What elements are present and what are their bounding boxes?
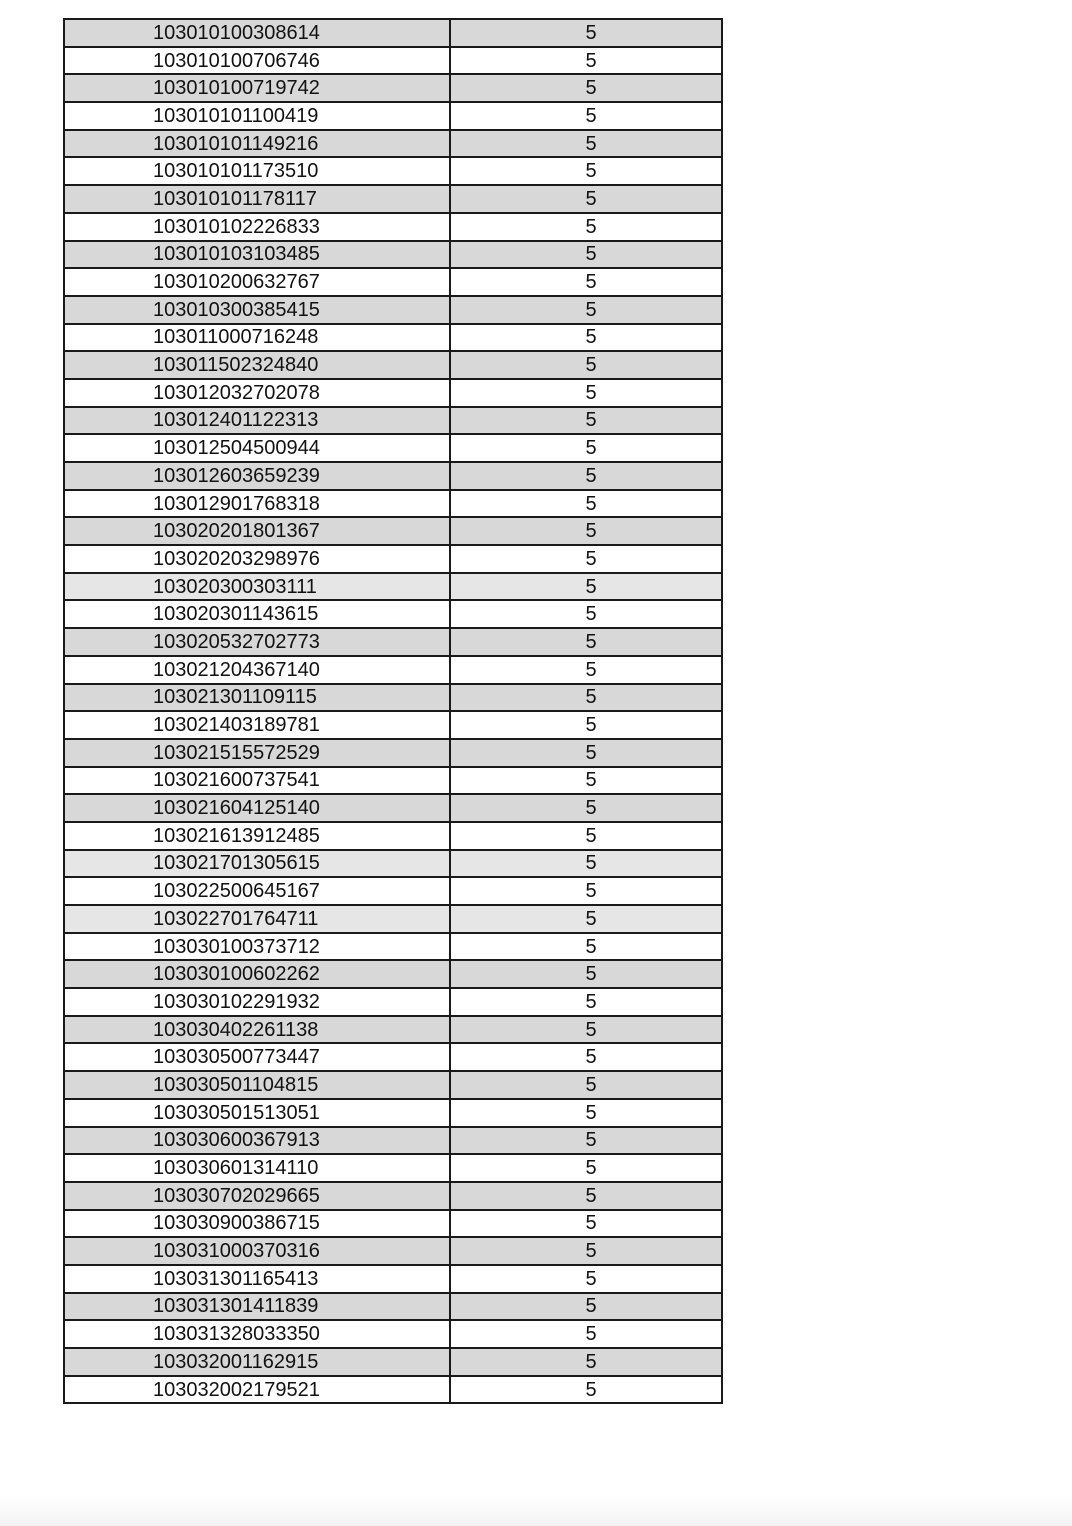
row-value-cell: 5 [450,684,722,712]
table-row [64,130,722,158]
row-id-cell: 103012901768318 [64,490,450,518]
row-id-cell: 103030702029665 [64,1182,450,1210]
row-value-cell: 5 [450,1099,722,1127]
row-id-cell: 103031301165413 [64,1265,450,1293]
table-row [64,628,722,656]
row-id-cell: 103022500645167 [64,877,450,905]
row-id-cell: 103010103103485 [64,241,450,269]
table-row [64,351,722,379]
row-value-cell: 5 [450,351,722,379]
table-row [64,1071,722,1099]
table-row [64,1043,722,1071]
table-row [64,434,722,462]
row-id-cell: 103032002179521 [64,1376,450,1404]
row-id-cell: 103012603659239 [64,462,450,490]
table-row [64,822,722,850]
data-table [63,18,723,1404]
row-value-cell: 5 [450,1320,722,1348]
row-id-cell: 103012401122313 [64,407,450,435]
table-row [64,19,722,47]
row-value-cell: 5 [450,1376,722,1404]
row-value-cell: 5 [450,517,722,545]
table-row [64,711,722,739]
table-row [64,462,722,490]
row-value-cell: 5 [450,1293,722,1321]
table-row [64,241,722,269]
row-id-cell: 103012504500944 [64,434,450,462]
row-value-cell: 5 [450,1016,722,1044]
table-row [64,739,722,767]
table-row [64,213,722,241]
table-row [64,1237,722,1265]
table-row [64,684,722,712]
row-id-cell: 103030100602262 [64,960,450,988]
table-row [64,517,722,545]
row-value-cell: 5 [450,407,722,435]
row-value-cell: 5 [450,1127,722,1155]
row-value-cell: 5 [450,1265,722,1293]
row-value-cell: 5 [450,490,722,518]
table-row [64,573,722,601]
row-id-cell: 103021604125140 [64,794,450,822]
row-id-cell: 103032001162915 [64,1348,450,1376]
row-value-cell: 5 [450,767,722,795]
table-row [64,1265,722,1293]
row-value-cell: 5 [450,434,722,462]
row-value-cell: 5 [450,711,722,739]
row-value-cell: 5 [450,213,722,241]
row-id-cell: 103021204367140 [64,656,450,684]
table-row [64,1376,722,1404]
row-id-cell: 103012032702078 [64,379,450,407]
row-value-cell: 5 [450,296,722,324]
row-value-cell: 5 [450,1071,722,1099]
row-id-cell: 103020532702773 [64,628,450,656]
row-id-cell: 103010102226833 [64,213,450,241]
row-value-cell: 5 [450,130,722,158]
row-id-cell: 103021701305615 [64,850,450,878]
row-id-cell: 103021403189781 [64,711,450,739]
table-row [64,1127,722,1155]
table-row [64,794,722,822]
row-id-cell: 103010101149216 [64,130,450,158]
row-value-cell: 5 [450,1210,722,1238]
table-row [64,296,722,324]
row-id-cell: 103030500773447 [64,1043,450,1071]
row-id-cell: 103030501104815 [64,1071,450,1099]
table-row [64,157,722,185]
table-row [64,905,722,933]
row-id-cell: 103010100308614 [64,19,450,47]
table-row [64,850,722,878]
row-id-cell: 103010101178117 [64,185,450,213]
row-id-cell: 103021515572529 [64,739,450,767]
table-row [64,960,722,988]
row-id-cell: 103030601314110 [64,1154,450,1182]
row-value-cell: 5 [450,1182,722,1210]
row-value-cell: 5 [450,600,722,628]
table-row [64,600,722,628]
table-row [64,545,722,573]
row-value-cell: 5 [450,794,722,822]
row-id-cell: 103021600737541 [64,767,450,795]
row-value-cell: 5 [450,822,722,850]
row-id-cell: 103021613912485 [64,822,450,850]
table-row [64,47,722,75]
row-id-cell: 103030402261138 [64,1016,450,1044]
row-value-cell: 5 [450,1237,722,1265]
row-id-cell: 103010300385415 [64,296,450,324]
table-row [64,268,722,296]
row-value-cell: 5 [450,47,722,75]
row-id-cell: 103020301143615 [64,600,450,628]
row-id-cell: 103030100373712 [64,933,450,961]
row-id-cell: 103020300303111 [64,573,450,601]
row-value-cell: 5 [450,1348,722,1376]
table-row [64,74,722,102]
row-id-cell: 103010200632767 [64,268,450,296]
table-row [64,1182,722,1210]
table-row [64,185,722,213]
row-value-cell: 5 [450,656,722,684]
table-row [64,490,722,518]
row-value-cell: 5 [450,933,722,961]
row-value-cell: 5 [450,739,722,767]
row-id-cell: 103011000716248 [64,324,450,352]
table-row [64,988,722,1016]
table-row [64,1016,722,1044]
row-value-cell: 5 [450,905,722,933]
table-row [64,1210,722,1238]
row-value-cell: 5 [450,102,722,130]
row-id-cell: 103011502324840 [64,351,450,379]
table-row [64,324,722,352]
row-value-cell: 5 [450,324,722,352]
row-value-cell: 5 [450,960,722,988]
row-id-cell: 103010101100419 [64,102,450,130]
row-id-cell: 103020201801367 [64,517,450,545]
row-id-cell: 103010101173510 [64,157,450,185]
row-value-cell: 5 [450,74,722,102]
row-id-cell: 103030501513051 [64,1099,450,1127]
table-row [64,877,722,905]
row-value-cell: 5 [450,545,722,573]
row-value-cell: 5 [450,241,722,269]
row-id-cell: 103030600367913 [64,1127,450,1155]
table-row [64,767,722,795]
row-value-cell: 5 [450,157,722,185]
row-value-cell: 5 [450,462,722,490]
row-id-cell: 103021301109115 [64,684,450,712]
table-row [64,102,722,130]
row-value-cell: 5 [450,268,722,296]
table-row [64,1320,722,1348]
table-row [64,379,722,407]
row-id-cell: 103031328033350 [64,1320,450,1348]
row-id-cell: 103022701764711 [64,905,450,933]
table-row [64,407,722,435]
table-row [64,656,722,684]
row-id-cell: 103030102291932 [64,988,450,1016]
row-value-cell: 5 [450,850,722,878]
row-id-cell: 103030900386715 [64,1210,450,1238]
table-body [64,19,722,1403]
row-id-cell: 103010100706746 [64,47,450,75]
row-id-cell: 103031301411839 [64,1293,450,1321]
row-value-cell: 5 [450,1154,722,1182]
row-value-cell: 5 [450,628,722,656]
table-row [64,1348,722,1376]
table-row [64,1293,722,1321]
row-value-cell: 5 [450,19,722,47]
row-value-cell: 5 [450,988,722,1016]
table-row [64,1099,722,1127]
row-id-cell: 103031000370316 [64,1237,450,1265]
row-value-cell: 5 [450,877,722,905]
row-id-cell: 103020203298976 [64,545,450,573]
table-row [64,933,722,961]
row-id-cell: 103010100719742 [64,74,450,102]
table-row [64,1154,722,1182]
row-value-cell: 5 [450,1043,722,1071]
row-value-cell: 5 [450,185,722,213]
row-value-cell: 5 [450,379,722,407]
row-value-cell: 5 [450,573,722,601]
